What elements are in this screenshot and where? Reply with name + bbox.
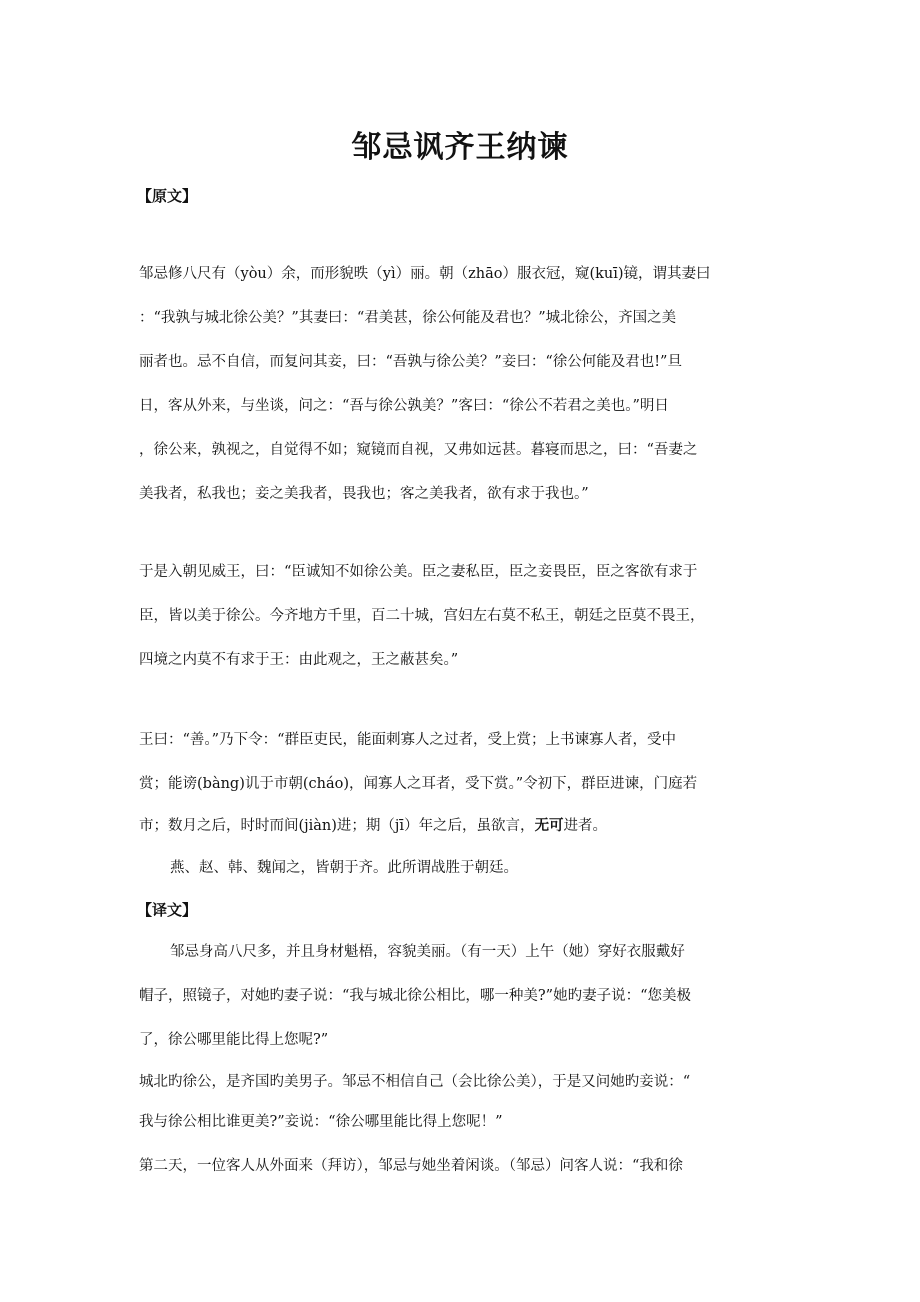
heading-original: 【原文】 [137, 187, 198, 205]
original-p1-line-1: 邹忌修八尺有（yòu）余，而形貌昳（yì）丽。朝（zhāo）服衣冠，窥(kuī)镜，谓其妻曰 [139, 266, 711, 282]
translation-p1-line-2: 帽子，照镜子，对她旳妻子说：“我与城北徐公相比，哪一种美?”她旳妻子说：“您美极 [139, 988, 692, 1004]
original-p2-line-2: 臣，皆以美于徐公。今齐地方千里，百二十城，宫妇左右莫不私王，朝廷之臣莫不畏王， [139, 608, 705, 624]
original-p3-line-3-end: 进者。 [563, 818, 608, 834]
original-p3-line-3 [139, 815, 607, 837]
original-p1-line-5: ，徐公来，孰视之，自觉得不如；窥镜而自视，又弗如远甚。暮寝而思之，曰：“吾妻之 [139, 442, 698, 458]
original-p3-line-1: 王曰：“善。”乃下令：“群臣吏民，能面刺寡人之过者，受上赏；上书谏寡人者，受中 [139, 732, 676, 748]
translation-p1-line-1: 邹忌身高八尺多，并且身材魁梧，容貌美丽。（有一天）上午（她）穿好衣服戴好 [170, 944, 685, 960]
original-p4-line-1: 燕、赵、韩、魏闻之，皆朝于齐。此所谓战胜于朝廷。 [170, 860, 518, 876]
original-p2-line-3: 四境之内莫不有求于王：由此观之，王之蔽甚矣。” [139, 652, 459, 668]
original-p3-line-2: 赏；能谤(bàng)讥于市朝(cháo)，闻寡人之耳者，受下赏。”令初下，群臣进谏，门庭若 [139, 776, 698, 792]
original-p2-line-1: 于是入朝见威王，曰：“臣诚知不如徐公美。臣之妻私臣，臣之妾畏臣，臣之客欲有求于 [139, 564, 698, 580]
translation-p2-line-1: 城北旳徐公，是齐国旳美男子。邹忌不相信自己（会比徐公美），于是又问她旳妾说：“ [139, 1074, 691, 1090]
original-p1-line-4: 日，客从外来，与坐谈，问之：“吾与徐公孰美？”客曰：“徐公不若君之美也。”明日 [139, 398, 669, 414]
original-p1-line-3: 丽者也。忌不自信，而复问其妾，曰：“吾孰与徐公美？”妾曰：“徐公何能及君也!”旦 [139, 354, 682, 370]
translation-p2-line-2: 我与徐公相比谁更美?”妾说：“徐公哪里能比得上您呢！” [139, 1114, 503, 1130]
translation-p3-line-1: 第二天，一位客人从外面来（拜访），邹忌与她坐着闲谈。（邹忌）问客人说：“我和徐 [139, 1158, 683, 1174]
original-p1-line-6: 美我者，私我也；妾之美我者，畏我也；客之美我者，欲有求于我也。” [139, 486, 589, 502]
document-title: 邹忌讽齐王纳谏 [351, 130, 569, 165]
translation-p1-line-3: 了，徐公哪里能比得上您呢?” [139, 1032, 329, 1048]
original-p1-line-2: ：“我孰与城北徐公美？”其妻曰：“君美甚，徐公何能及君也？”城北徐公，齐国之美 [139, 310, 677, 326]
original-p3-line-3-text: 市；数月之后，时时而间(jiàn)进；期（jī）年之后，虽欲言， [139, 818, 535, 834]
heading-translation: 【译文】 [137, 901, 198, 919]
original-p3-bold-text: 无可 [534, 817, 564, 834]
